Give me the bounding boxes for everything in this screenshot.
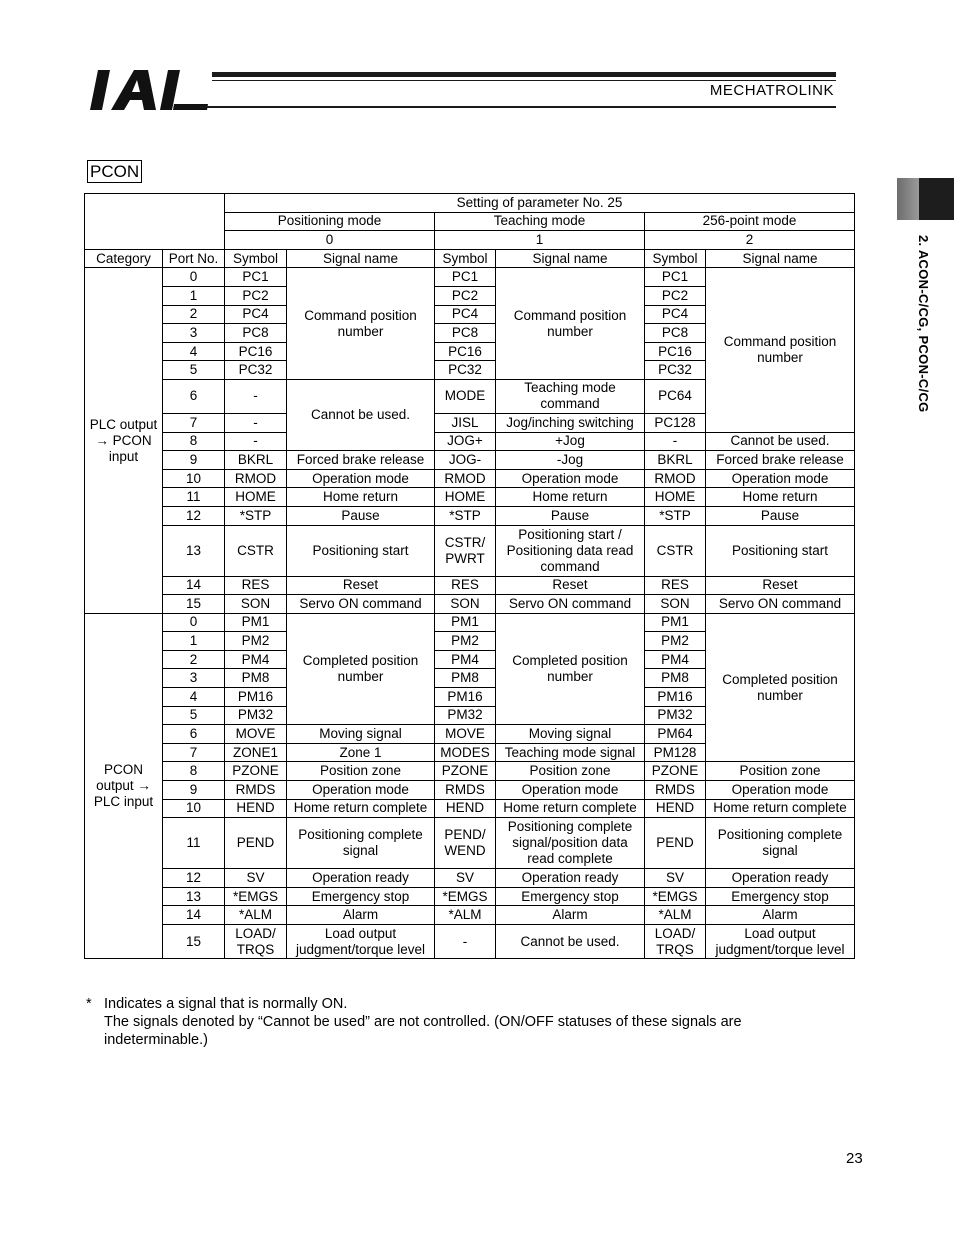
signal-cell: Operation mode: [496, 781, 645, 800]
signal-cell: Positioning complete signal: [287, 818, 435, 869]
symbol-cell: PM4: [225, 650, 287, 669]
signal-cell: Moving signal: [496, 725, 645, 744]
symbol-cell: -: [645, 432, 706, 451]
signal-cell: -Jog: [496, 451, 645, 470]
port-cell: 7: [163, 743, 225, 762]
symbol-cell: MOVE: [435, 725, 496, 744]
signal-cell: Completed position number: [287, 613, 435, 725]
port-cell: 5: [163, 361, 225, 380]
signal-cell: Completed position number: [706, 613, 855, 762]
signal-cell: Teaching mode signal: [496, 743, 645, 762]
port-cell: 4: [163, 688, 225, 707]
symbol-cell: HOME: [435, 488, 496, 507]
symbol-cell: PM1: [225, 613, 287, 632]
note-line: The signals denoted by “Cannot be used” are not controlled. (ON/OFF statuses of these signals are indeterminable.): [104, 1014, 742, 1048]
iai-logo: [90, 70, 208, 112]
port-cell: 12: [163, 506, 225, 525]
symbol-cell: HOME: [645, 488, 706, 507]
col-head-port: Port No.: [163, 249, 225, 268]
symbol-cell: *EMGS: [645, 887, 706, 906]
signal-cell: Cannot be used.: [496, 925, 645, 959]
port-cell: 8: [163, 432, 225, 451]
symbol-cell: PZONE: [225, 762, 287, 781]
signal-cell: Position zone: [287, 762, 435, 781]
symbol-cell: SON: [645, 595, 706, 614]
mode-name-256point: 256-point mode: [645, 212, 855, 231]
symbol-cell: PM16: [435, 688, 496, 707]
symbol-cell: PM4: [435, 650, 496, 669]
signal-cell: Zone 1: [287, 743, 435, 762]
signal-cell: Home return complete: [287, 799, 435, 818]
signal-cell: Alarm: [496, 906, 645, 925]
signal-cell: Servo ON command: [287, 595, 435, 614]
port-cell: 13: [163, 887, 225, 906]
symbol-cell: *ALM: [225, 906, 287, 925]
signal-cell: Servo ON command: [496, 595, 645, 614]
port-cell: 2: [163, 650, 225, 669]
port-cell: 10: [163, 799, 225, 818]
symbol-cell: PM32: [435, 706, 496, 725]
header-rule-thick: [212, 72, 836, 77]
symbol-cell: JOG-: [435, 451, 496, 470]
port-cell: 13: [163, 525, 225, 576]
symbol-cell: PM2: [435, 632, 496, 651]
signal-cell: Pause: [706, 506, 855, 525]
port-cell: 11: [163, 488, 225, 507]
port-cell: 1: [163, 286, 225, 305]
symbol-cell: ZONE1: [225, 743, 287, 762]
symbol-cell: SV: [225, 869, 287, 888]
symbol-cell: *STP: [645, 506, 706, 525]
symbol-cell: -: [225, 379, 287, 413]
symbol-cell: BKRL: [225, 451, 287, 470]
symbol-cell: MODES: [435, 743, 496, 762]
symbol-cell: *EMGS: [435, 887, 496, 906]
symbol-cell: *ALM: [645, 906, 706, 925]
port-cell: 15: [163, 595, 225, 614]
signal-cell: Teaching mode command: [496, 379, 645, 413]
signal-cell: Home return complete: [706, 799, 855, 818]
col-head-symbol: Symbol: [435, 249, 496, 268]
port-cell: 6: [163, 379, 225, 413]
symbol-cell: RES: [225, 576, 287, 595]
port-cell: 10: [163, 469, 225, 488]
port-cell: 14: [163, 906, 225, 925]
symbol-cell: -: [435, 925, 496, 959]
signal-cell: Pause: [496, 506, 645, 525]
symbol-cell: PC4: [435, 305, 496, 324]
signal-cell: Cannot be used.: [287, 379, 435, 450]
port-cell: 8: [163, 762, 225, 781]
symbol-cell: LOAD/ TRQS: [645, 925, 706, 959]
signal-cell: Load output judgment/torque level: [706, 925, 855, 959]
symbol-cell: RMOD: [225, 469, 287, 488]
setting-header: Setting of parameter No. 25: [225, 194, 855, 213]
symbol-cell: PM2: [225, 632, 287, 651]
symbol-cell: HEND: [225, 799, 287, 818]
page-number: 23: [846, 1150, 863, 1167]
col-head-signal: Signal name: [287, 249, 435, 268]
signal-cell: Positioning start: [706, 525, 855, 576]
port-cell: 3: [163, 669, 225, 688]
mode-value-positioning: 0: [225, 231, 435, 250]
symbol-cell: SV: [645, 869, 706, 888]
symbol-cell: PM1: [435, 613, 496, 632]
signal-cell: Operation mode: [287, 469, 435, 488]
signal-cell: Position zone: [706, 762, 855, 781]
port-cell: 11: [163, 818, 225, 869]
symbol-cell: PC8: [225, 324, 287, 343]
signal-cell: Reset: [496, 576, 645, 595]
symbol-cell: PM8: [435, 669, 496, 688]
port-cell: 0: [163, 268, 225, 287]
signal-cell: Operation mode: [706, 781, 855, 800]
port-cell: 7: [163, 413, 225, 432]
signal-cell: Emergency stop: [287, 887, 435, 906]
signal-cell: Load output judgment/torque level: [287, 925, 435, 959]
symbol-cell: MODE: [435, 379, 496, 413]
symbol-cell: PM32: [645, 706, 706, 725]
signal-cell: Forced brake release: [706, 451, 855, 470]
corner-cell: [85, 194, 225, 250]
signal-cell: Home return: [496, 488, 645, 507]
product-name: MECHATROLINK: [709, 82, 834, 99]
signal-cell: Operation mode: [496, 469, 645, 488]
symbol-cell: RMDS: [225, 781, 287, 800]
symbol-cell: JOG+: [435, 432, 496, 451]
symbol-cell: PM8: [645, 669, 706, 688]
signal-cell: Completed position number: [496, 613, 645, 725]
symbol-cell: PC2: [225, 286, 287, 305]
symbol-cell: PC64: [645, 379, 706, 413]
signal-cell: Reset: [706, 576, 855, 595]
symbol-cell: *ALM: [435, 906, 496, 925]
symbol-cell: PC16: [225, 342, 287, 361]
port-cell: 6: [163, 725, 225, 744]
symbol-cell: SON: [435, 595, 496, 614]
header-rule-bottom: [200, 106, 836, 108]
port-cell: 9: [163, 781, 225, 800]
signal-cell: Home return: [706, 488, 855, 507]
symbol-cell: *EMGS: [225, 887, 287, 906]
symbol-cell: PC2: [645, 286, 706, 305]
symbol-cell: PC8: [645, 324, 706, 343]
symbol-cell: PM32: [225, 706, 287, 725]
port-cell: 15: [163, 925, 225, 959]
signal-cell: Alarm: [706, 906, 855, 925]
symbol-cell: PC4: [225, 305, 287, 324]
symbol-cell: PEND: [225, 818, 287, 869]
port-cell: 3: [163, 324, 225, 343]
signal-cell: Home return complete: [496, 799, 645, 818]
symbol-cell: CSTR: [645, 525, 706, 576]
symbol-cell: PM128: [645, 743, 706, 762]
symbol-cell: PC16: [645, 342, 706, 361]
signal-cell: Operation ready: [706, 869, 855, 888]
signal-assignment-table: [84, 193, 855, 959]
note-marker: *: [86, 996, 92, 1012]
symbol-cell: PZONE: [645, 762, 706, 781]
symbol-cell: HOME: [225, 488, 287, 507]
symbol-cell: PM4: [645, 650, 706, 669]
signal-cell: Reset: [287, 576, 435, 595]
symbol-cell: PC8: [435, 324, 496, 343]
symbol-cell: JISL: [435, 413, 496, 432]
symbol-cell: SV: [435, 869, 496, 888]
signal-cell: Operation mode: [287, 781, 435, 800]
symbol-cell: PC4: [645, 305, 706, 324]
port-cell: 9: [163, 451, 225, 470]
signal-cell: Operation ready: [287, 869, 435, 888]
signal-cell: Servo ON command: [706, 595, 855, 614]
chapter-tab-marker-dark: [919, 178, 954, 220]
signal-cell: Home return: [287, 488, 435, 507]
symbol-cell: MOVE: [225, 725, 287, 744]
symbol-cell: RES: [645, 576, 706, 595]
col-head-signal: Signal name: [496, 249, 645, 268]
symbol-cell: -: [225, 413, 287, 432]
symbol-cell: PEND: [645, 818, 706, 869]
mode-name-teaching: Teaching mode: [435, 212, 645, 231]
header-rule-thin: [212, 80, 836, 81]
chapter-tab-marker: [897, 178, 919, 220]
symbol-cell: PM1: [645, 613, 706, 632]
signal-cell: Emergency stop: [706, 887, 855, 906]
signal-cell: Command position number: [287, 268, 435, 380]
symbol-cell: PC1: [435, 268, 496, 287]
signal-cell: Pause: [287, 506, 435, 525]
mode-value-teaching: 1: [435, 231, 645, 250]
signal-cell: Position zone: [496, 762, 645, 781]
port-cell: 0: [163, 613, 225, 632]
col-head-symbol: Symbol: [225, 249, 287, 268]
symbol-cell: RMDS: [645, 781, 706, 800]
signal-cell: Command position number: [496, 268, 645, 380]
symbol-cell: LOAD/ TRQS: [225, 925, 287, 959]
note-line: Indicates a signal that is normally ON.: [104, 996, 348, 1012]
signal-cell: Cannot be used.: [706, 432, 855, 451]
symbol-cell: PC32: [435, 361, 496, 380]
symbol-cell: RMOD: [645, 469, 706, 488]
symbol-cell: PC128: [645, 413, 706, 432]
chapter-tab-label: 2. ACON-C/CG, PCON-C/CG: [916, 235, 931, 413]
signal-cell: Alarm: [287, 906, 435, 925]
symbol-cell: BKRL: [645, 451, 706, 470]
symbol-cell: PC1: [645, 268, 706, 287]
symbol-cell: HEND: [435, 799, 496, 818]
signal-cell: Jog/inching switching: [496, 413, 645, 432]
symbol-cell: SON: [225, 595, 287, 614]
port-cell: 1: [163, 632, 225, 651]
signal-cell: Forced brake release: [287, 451, 435, 470]
port-cell: 14: [163, 576, 225, 595]
col-head-symbol: Symbol: [645, 249, 706, 268]
signal-cell: Command position number: [706, 268, 855, 432]
col-head-signal: Signal name: [706, 249, 855, 268]
port-cell: 4: [163, 342, 225, 361]
symbol-cell: RMOD: [435, 469, 496, 488]
col-head-category: Category: [85, 249, 163, 268]
symbol-cell: CSTR: [225, 525, 287, 576]
mode-value-256point: 2: [645, 231, 855, 250]
symbol-cell: *STP: [435, 506, 496, 525]
port-cell: 5: [163, 706, 225, 725]
symbol-cell: HEND: [645, 799, 706, 818]
port-cell: 2: [163, 305, 225, 324]
symbol-cell: PC2: [435, 286, 496, 305]
symbol-cell: PEND/ WEND: [435, 818, 496, 869]
symbol-cell: PM64: [645, 725, 706, 744]
symbol-cell: PM16: [225, 688, 287, 707]
signal-cell: +Jog: [496, 432, 645, 451]
signal-cell: Positioning start / Positioning data read command: [496, 525, 645, 576]
signal-cell: Operation ready: [496, 869, 645, 888]
symbol-cell: PM8: [225, 669, 287, 688]
signal-cell: Positioning start: [287, 525, 435, 576]
symbol-cell: PC16: [435, 342, 496, 361]
mode-name-positioning: Positioning mode: [225, 212, 435, 231]
symbol-cell: PC32: [225, 361, 287, 380]
signal-cell: Emergency stop: [496, 887, 645, 906]
signal-cell: Operation mode: [706, 469, 855, 488]
category-cell: PCON output → PLC input: [85, 613, 163, 958]
symbol-cell: PM2: [645, 632, 706, 651]
signal-cell: Moving signal: [287, 725, 435, 744]
symbol-cell: CSTR/ PWRT: [435, 525, 496, 576]
symbol-cell: *STP: [225, 506, 287, 525]
signal-cell: Positioning complete signal: [706, 818, 855, 869]
signal-cell: Positioning complete signal/position data read complete: [496, 818, 645, 869]
symbol-cell: PC1: [225, 268, 287, 287]
table-notes: [86, 995, 804, 1049]
section-title: PCON: [87, 160, 142, 183]
symbol-cell: RES: [435, 576, 496, 595]
symbol-cell: PM16: [645, 688, 706, 707]
symbol-cell: PC32: [645, 361, 706, 380]
symbol-cell: RMDS: [435, 781, 496, 800]
category-cell: PLC output → PCON input: [85, 268, 163, 613]
symbol-cell: PZONE: [435, 762, 496, 781]
port-cell: 12: [163, 869, 225, 888]
symbol-cell: -: [225, 432, 287, 451]
